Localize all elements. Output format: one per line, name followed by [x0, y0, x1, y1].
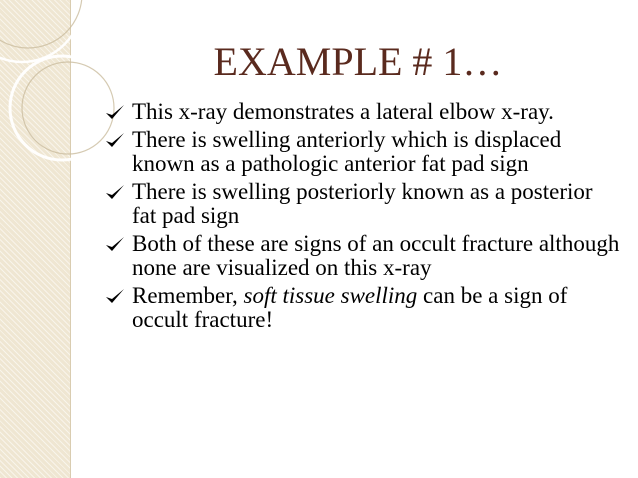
bullet-text: This x-ray demonstrates a lateral elbow x-ray. [132, 99, 554, 124]
check-mark-icon [104, 234, 126, 256]
check-mark-icon [104, 286, 126, 308]
bullet-item [102, 180, 622, 228]
bullet-item [102, 284, 622, 332]
emphasized-text: soft tissue swelling [243, 283, 418, 308]
check-mark-icon [104, 130, 126, 152]
bullet-text-before: Remember, [132, 283, 244, 308]
check-mark-icon [104, 182, 126, 204]
slide-title: EXAMPLE # 1… [213, 39, 503, 84]
bullet-text: There is swelling anteriorly which is displaced known as a pathologic anterior fat pad sign [132, 127, 562, 176]
bullet-text: Both of these are signs of an occult fracture although none are visualized on this x-ray [132, 231, 620, 280]
bullet-item [102, 100, 622, 124]
bullet-item [102, 128, 622, 176]
bullet-item [102, 232, 622, 280]
check-mark-icon [104, 102, 126, 124]
bullet-text: There is swelling posteriorly known as a posterior fat pad sign [132, 179, 593, 228]
bullet-list [102, 100, 622, 336]
bullet-text-after: can be a sign of occult fracture! [132, 283, 568, 332]
